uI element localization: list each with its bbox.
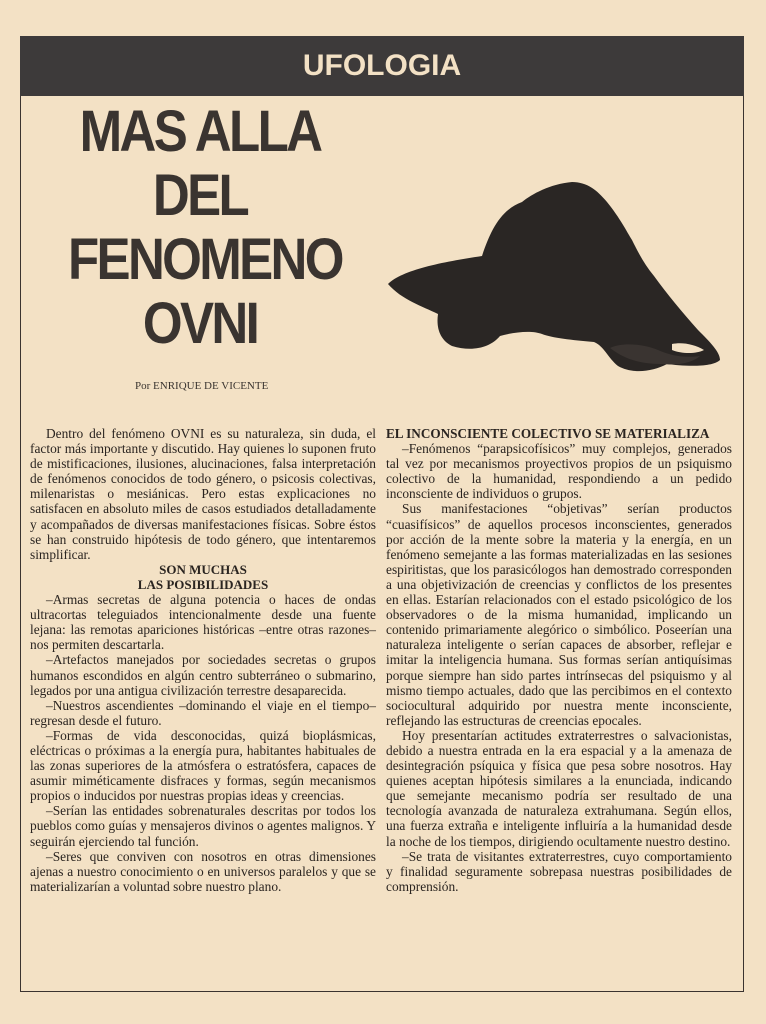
headline — [50, 100, 350, 356]
body-paragraph: –Serían las entidades sobrenaturales descritas por todos los pueblos como guías y mensajeros divinos o agentes malignos. Y seguirán ejerciendo tal función. — [30, 803, 376, 849]
headline-line: MAS ALLA — [79, 99, 321, 164]
body-paragraph: –Se trata de visitantes extraterrestres, cuyo comportamiento y finalidad seguramente sobrepasa nuestras posibilidades de comprensión. — [386, 848, 732, 894]
body-paragraph: Sus manifestaciones “objetivas” serían productos “cuasifísicos” de aquellos procesos inconscientes, generados por acción de la mente sobre la materia y la energía, en un fenómeno semejante a las formas materializadas en las sesiones espiritistas, que los parasicólogos han demostrado corresponden a una objetivización de creencias y conflictos de los presentes en ellas. Estarían relacionados con el estado psicológico de los observadores o de la misma humanidad, implicando un contenido primariamente alegórico o simbólico. Poseerían una naturaleza inteligente o serían capaces de absorber, reflejar e imitar la inteligencia humana. Sus formas serían antiquísimas porque siempre han sido partes intrínsecas del psiquismo y al mismo tiempo actuales, dado que las percibimos en el contexto sociocultural adquirido por nuestra mente inconsciente, reflejando las estructuras de creencias epocales. — [386, 501, 732, 728]
right-column — [386, 426, 732, 894]
headline-line: OVNI — [142, 291, 258, 356]
body-paragraph: –Seres que conviven con nosotros en otras dimensiones ajenas a nuestro conocimiento o en universos paralelos y que se materializarían a voluntad sobre nuestro plano. — [30, 848, 376, 894]
body-paragraph: –Artefactos manejados por sociedades secretas o grupos humanos escondidos en algún centro subterráneo o submarino, legados por una antigua civilización terrestre desaparecida. — [30, 652, 376, 698]
section-banner — [20, 36, 744, 96]
ufo-photo — [382, 172, 724, 377]
section-title: UFOLOGIA — [302, 49, 462, 82]
intro-paragraph: Dentro del fenómeno OVNI es su naturaleza, sin duda, el factor más importante y discutido. Hay quienes lo suponen fruto de mistificaciones, ilusiones, alucinaciones, falsa interpretación de fenómenos conocidos de todo género, o psicosis colectivas, milenaristas o mesiánicas. Pero estas explicaciones no satisfacen en absoluto miles de casos estudiados detalladamente y acompañados de diversas manifestaciones físicas. Sobre éstos se han construido hipótesis de todo género, que intentaremos simplificar. — [30, 426, 376, 562]
headline-line: FENOMENO — [68, 227, 342, 292]
section-heading: EL INCONSCIENTE COLECTIVO SE MATERIALIZA — [386, 426, 710, 441]
body-paragraph: –Fenómenos “parapsicofísicos” muy complejos, generados tal vez por mecanismos proyectivos propios de un psiquismo colectivo de la humanidad, respondiendo a un pedido inconsciente de individuos o grupos. — [386, 441, 732, 502]
subhead: SON MUCHAS — [159, 561, 247, 577]
body-paragraph: –Armas secretas de alguna potencia o haces de ondas ultracortas teleguiados intencionalmente desde una fuente lejana: las remotas apariciones históricas –entre otras razones– nos permiten descartarla. — [30, 592, 376, 653]
body-paragraph: Hoy presentarían actitudes extraterrestres o salvacionistas, debido a nuestra entrada en la era espacial y a la amenaza de desintegración psíquica y física que pesa sobre nosotros. Hay quienes aceptan hipótesis similares a la enunciada, indicando que semejante mecanismo podría ser resultado de una tecnología avanzada de naturaleza extrahumana. Según ellos, una fuerza extraña e inteligente influiría a la humanidad desde la noche de los tiempos, dirigiendo ocultamente nuestro destino. — [386, 727, 732, 849]
body-paragraph: –Nuestros ascendientes –dominando el viaje en el tiempo– regresan desde el futuro. — [30, 697, 376, 728]
body-paragraph: –Formas de vida desconocidas, quizá bioplásmicas, eléctricas o próximas a la energía pura, habitantes habituales de las zonas superiores de la atmósfera o estratósfera, capaces de asumir miméticamente disfraces y formas, según mecanismos propios o inducidos por nuestras propias ideas y creencias. — [30, 727, 376, 804]
subhead: LAS POSIBILIDADES — [137, 576, 269, 592]
left-column — [30, 426, 376, 894]
headline-line: DEL — [152, 163, 248, 228]
byline: Por ENRIQUE DE VICENTE — [135, 380, 269, 392]
